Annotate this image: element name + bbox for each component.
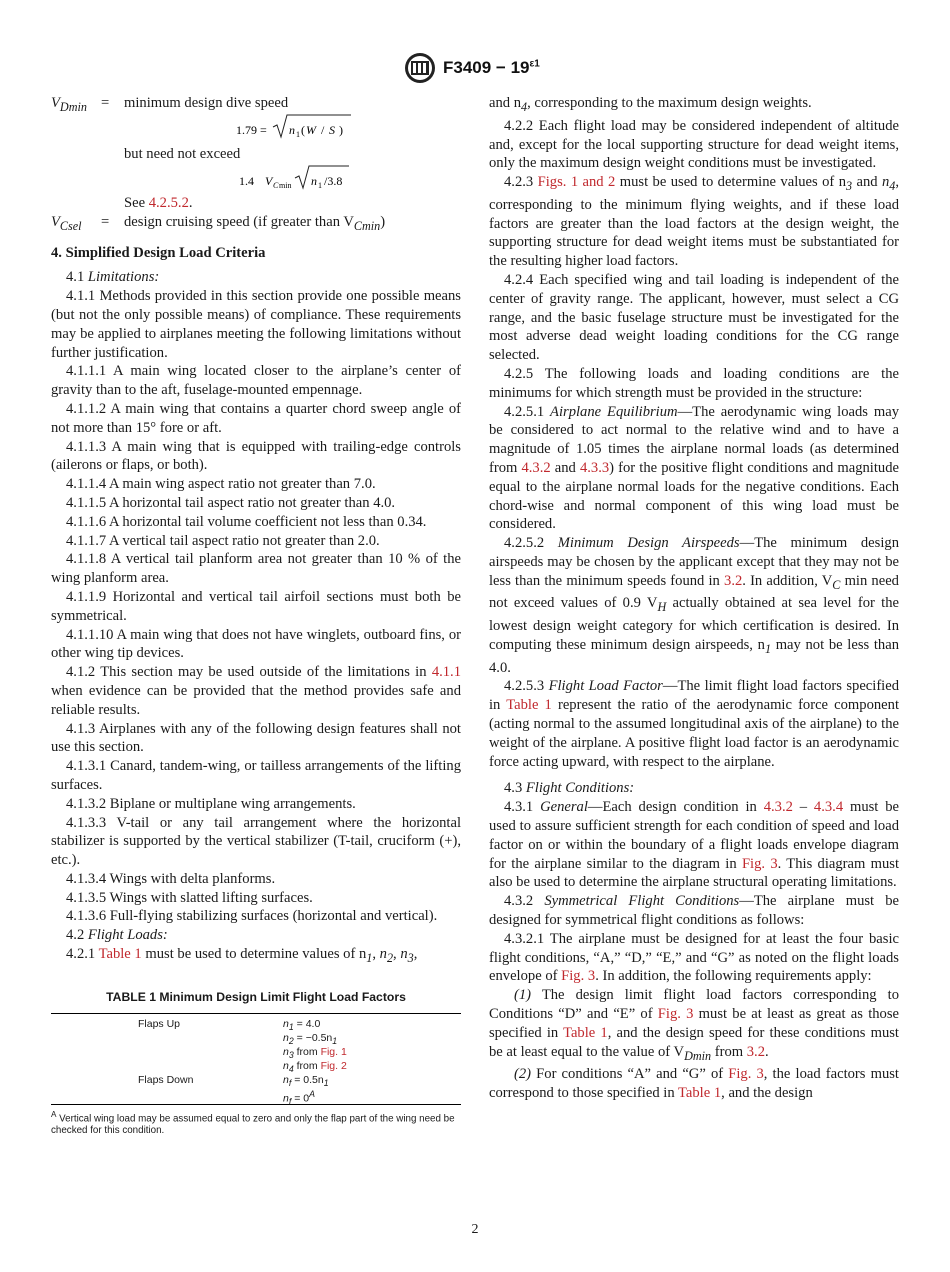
table-title: TABLE 1 Minimum Design Limit Flight Load Factors <box>106 989 406 1004</box>
table-row-label: Flaps Down <box>138 1073 194 1086</box>
para-4-3-2-1: 4.3.2.1 The airplane must be designed for at least the four basic flight conditions, “A,” “D,” “E,” and “G” as noted on the flight loads envelope of Fig. 3. In addition, the following requirements apply: <box>489 930 899 985</box>
link-fig-3[interactable]: Fig. 3 <box>741 855 778 872</box>
para-4-2-1: 4.2.1 Table 1 must be used to determine values of $n_1$, $n_2$, $n_3$, <box>66 946 418 965</box>
para-4-3-2: 4.3.2 Symmetrical Flight Conditions—The airplane must be designed for symmetrical flight conditions as follows: <box>489 893 899 928</box>
svg-text:/: / <box>321 123 325 137</box>
para-4-1: 4.1 Limitations: <box>66 269 160 286</box>
link-table-1[interactable]: Table 1 <box>678 1085 722 1102</box>
table-footnote: $^A$ Vertical wing load may be assumed equal to zero and only the flap part of the wing need be checked for this condition. <box>51 1109 455 1137</box>
link-4-3-3[interactable]: 4.3.3 <box>579 459 610 476</box>
table-cell: $n_2 = -0.5n_1$ <box>283 1031 338 1046</box>
table-cell: $n_f = 0^A$ <box>283 1088 315 1107</box>
para-cont: and $n_4$, corresponding to the maximum design weights. <box>489 95 812 114</box>
svg-text:V: V <box>265 173 273 188</box>
para-4-1-1-1: 4.1.1.1 A main wing located closer to the airplane’s center of gravity than to the aft, fuselage-mounted empennage. <box>51 363 461 399</box>
table-row-label: Flaps Up <box>138 1017 181 1030</box>
astm-logo-icon <box>404 52 436 84</box>
para-4-2-4: 4.2.4 Each specified wing and tail loading is independent of the center of gravity range. The applicant, however, must select a CG range, and the basic fuselage structure must be investigated for the most adverse dead weight loading conditions for the CG range selected. <box>489 271 899 364</box>
svg-text:n: n <box>311 173 317 188</box>
table-cell: $n_4$ from Fig. 2 <box>283 1059 347 1074</box>
para-4-1-1-2: 4.1.1.2 A main wing that contains a quarter chord sweep angle of not more than 15° fore or aft. <box>51 400 461 436</box>
link-3-2[interactable]: 3.2 <box>724 572 743 589</box>
link-4-3-2[interactable]: 4.3.2 <box>521 459 551 476</box>
para-4-1-1-7: 4.1.1.7 A vertical tail aspect ratio not greater than 2.0. <box>66 532 380 549</box>
para-item-2: (2) For conditions “A” and “G” of Fig. 3, the load factors must correspond to those specified in Table 1, and the design <box>489 1066 899 1102</box>
link-4-1-1[interactable]: 4.1.1 <box>431 664 461 681</box>
section-heading: 4. Simplified Design Load Criteria <box>51 244 266 261</box>
link-3-2[interactable]: 3.2 <box>746 1043 765 1060</box>
para-4-2-5: 4.2.5 The following loads and loading conditions are the minimums for which strength must be provided in the structure: <box>489 365 899 401</box>
para-4-1-3: 4.1.3 Airplanes with any of the following design features shall not use this section. <box>51 720 461 756</box>
para-4-1-1-10: 4.1.1.10 A main wing that does not have winglets, outboard fins, or other wing tip devices. <box>51 626 461 662</box>
svg-text:): ) <box>339 123 343 137</box>
link-4-2-5-2[interactable]: 4.2.5.2 <box>148 194 189 211</box>
para-4-1-3-1: 4.1.3.1 Canard, tandem-wing, or tailless arrangements of the lifting surfaces. <box>51 758 461 793</box>
para-4-1-3-6: 4.1.3.6 Full-flying stabilizing surfaces (horizontal and vertical). <box>66 908 438 925</box>
para-4-2-5-3: 4.2.5.3 Flight Load Factor—The limit flight load factors specified in Table 1 represent the ratio of the aerodynamic force component (acting normal to the assumed longitudinal axis of the airplane) to the weight of the airplane. A positive flight load factor is an aerodynamic force acting upward, with respect to the airplane. <box>489 678 900 770</box>
link-fig-3[interactable]: Fig. 3 <box>657 1005 694 1022</box>
para-4-3: 4.3 Flight Conditions: <box>504 780 635 797</box>
para-4-1-1-5: 4.1.1.5 A horizontal tail aspect ratio not greater than 4.0. <box>66 494 396 511</box>
table-cell: $n_3$ from Fig. 1 <box>283 1045 347 1060</box>
link-table-1[interactable]: Table 1 <box>506 697 552 714</box>
table-cell: $n_f = 0.5n_1$ <box>283 1073 329 1088</box>
para-4-1-3-5: 4.1.3.5 Wings with slatted lifting surfaces. <box>66 889 313 906</box>
svg-text:1.79 =: 1.79 = <box>236 123 267 137</box>
definition-vdmin: $V_{Dmin}$ = minimum design dive speed <box>51 95 289 114</box>
svg-text:1: 1 <box>318 180 322 190</box>
svg-text:min: min <box>279 180 292 190</box>
para-4-2: 4.2 Flight Loads: <box>66 927 168 944</box>
load-factor-table <box>51 1013 461 1105</box>
para-4-3-1: 4.3.1 General—Each design condition in 4.3.2 – 4.3.4 must be used to assure sufficient strength for each condition of speed and load factor on or within the boundary of a flight loads envelope diagram for the airplane similar to the diagram in Fig. 3. This diagram must also be used to determine the airplane structural operating limitations. <box>489 799 899 891</box>
svg-text:(: ( <box>301 123 305 137</box>
page-header <box>0 52 950 86</box>
formula-note: but need not exceed <box>124 146 241 162</box>
link-table-1[interactable]: Table 1 <box>98 946 142 963</box>
svg-text:n: n <box>289 123 295 137</box>
page-number: 2 <box>471 1222 479 1237</box>
link-fig-3[interactable]: Fig. 3 <box>561 968 596 985</box>
link-4-3-4[interactable]: 4.3.4 <box>813 799 844 816</box>
svg-text:1: 1 <box>296 130 300 139</box>
svg-text:/3.8: /3.8 <box>324 173 343 188</box>
para-4-2-3: 4.2.3 Figs. 1 and 2 must be used to determine values of $n_3$ and $n_4$, corresponding to the minimum flying weights, and if these load factors are greater than the load factors at the design weight, the supporting structure for dead weight items must be substantiated for the resulting higher load factors. <box>489 174 900 270</box>
link-table-1[interactable]: Table 1 <box>563 1024 608 1041</box>
svg-text:W: W <box>306 123 316 137</box>
para-4-1-3-3: 4.1.3.3 V-tail or any tail arrangement where the horizontal stabilizer is supported by the vertical stabilizer (T-tail, cruciform (+), etc.). <box>51 814 461 869</box>
para-4-1-1-4: 4.1.1.4 A main wing aspect ratio not greater than 7.0. <box>66 476 376 493</box>
svg-text:C: C <box>273 180 279 190</box>
para-4-1-3-4: 4.1.3.4 Wings with delta planforms. <box>66 870 276 887</box>
para-4-1-1-3: 4.1.1.3 A main wing that is equipped with trailing-edge controls (ailerons or flaps, or both). <box>51 438 461 474</box>
see-reference: See 4.2.5.2. <box>124 194 193 211</box>
formula-2 <box>51 164 461 194</box>
link-fig-1[interactable]: Fig. 1 <box>320 1045 347 1058</box>
link-4-3-2[interactable]: 4.3.2 <box>763 799 793 816</box>
link-fig-3[interactable]: Fig. 3 <box>728 1066 764 1083</box>
link-figs-1-2[interactable]: Figs. 1 and 2 <box>537 174 616 191</box>
para-4-1-1: 4.1.1 Methods provided in this section provide one possible means (but not the only possible means) of compliance. These requirements may be applied to airplanes meeting the following limitations without further justification. <box>51 288 461 361</box>
definition-vcsel: $V_{Csel}$ = design cruising speed (if greater than $V_{Cmin}$) <box>51 213 386 233</box>
svg-text:S: S <box>329 123 335 137</box>
para-4-2-2: 4.2.2 Each flight load may be considered independent of altitude and, except for the local supporting structure for dead weight items, only the maximum design weight conditions must be investigated. <box>489 117 899 172</box>
formula-1 <box>51 113 461 143</box>
para-4-1-3-2: 4.1.3.2 Biplane or multiplane wing arrangements. <box>66 795 356 812</box>
svg-text:1.4: 1.4 <box>239 173 254 188</box>
document-id: $F3409 - 19^{\varepsilon 1}$ <box>443 58 540 77</box>
para-item-1: (1) The design limit flight load factors corresponding to Conditions “D” and “E” of Fig. 3 must be at least as great as those specified in Table 1, and the design speed for these conditions must be at least equal to the value of $V_{Dmin}$ from 3.2. <box>489 987 900 1063</box>
para-4-1-1-8: 4.1.1.8 A vertical tail planform area not greater than 10 % of the wing planform area. <box>51 551 461 587</box>
para-4-1-2: 4.1.2 This section may be used outside of the limitations in 4.1.1 when evidence can be provided that the method provides safe and reliable results. <box>51 664 461 718</box>
para-4-1-1-9: 4.1.1.9 Horizontal and vertical tail airfoil sections must both be symmetrical. <box>51 588 461 624</box>
para-4-1-1-6: 4.1.1.6 A horizontal tail volume coefficient not less than 0.34. <box>66 513 427 530</box>
para-4-2-5-2: 4.2.5.2 Minimum Design Airspeeds—The minimum design airspeeds may be chosen by the applicant except that they may not be less than the minimum speeds found in 3.2. In addition, $V_C$ min need not exceed values of 0.9 $V_H$ actually obtained at sea level for the lowest design weight category for which certification is desired. In computing these minimum design airspeeds, $n_1$ may not be less than 4.0. <box>489 535 899 676</box>
link-fig-2[interactable]: Fig. 2 <box>320 1059 347 1072</box>
table-cell: $n_1 = 4.0$ <box>283 1017 321 1032</box>
left-column <box>51 94 461 1138</box>
right-column <box>489 94 899 1103</box>
para-4-2-5-1: 4.2.5.1 Airplane Equilibrium—The aerodynamic wing loads may be considered to act normal to the relative wind and to have a magnitude of 1.05 times the airplane normal loads (as determined from 4.3.2 and 4.3.3) for the positive flight conditions and magnitude equal to the airplane normal loads for the negative conditions. Each chord-wise and normal component of this wing load must be considered. <box>489 403 899 533</box>
